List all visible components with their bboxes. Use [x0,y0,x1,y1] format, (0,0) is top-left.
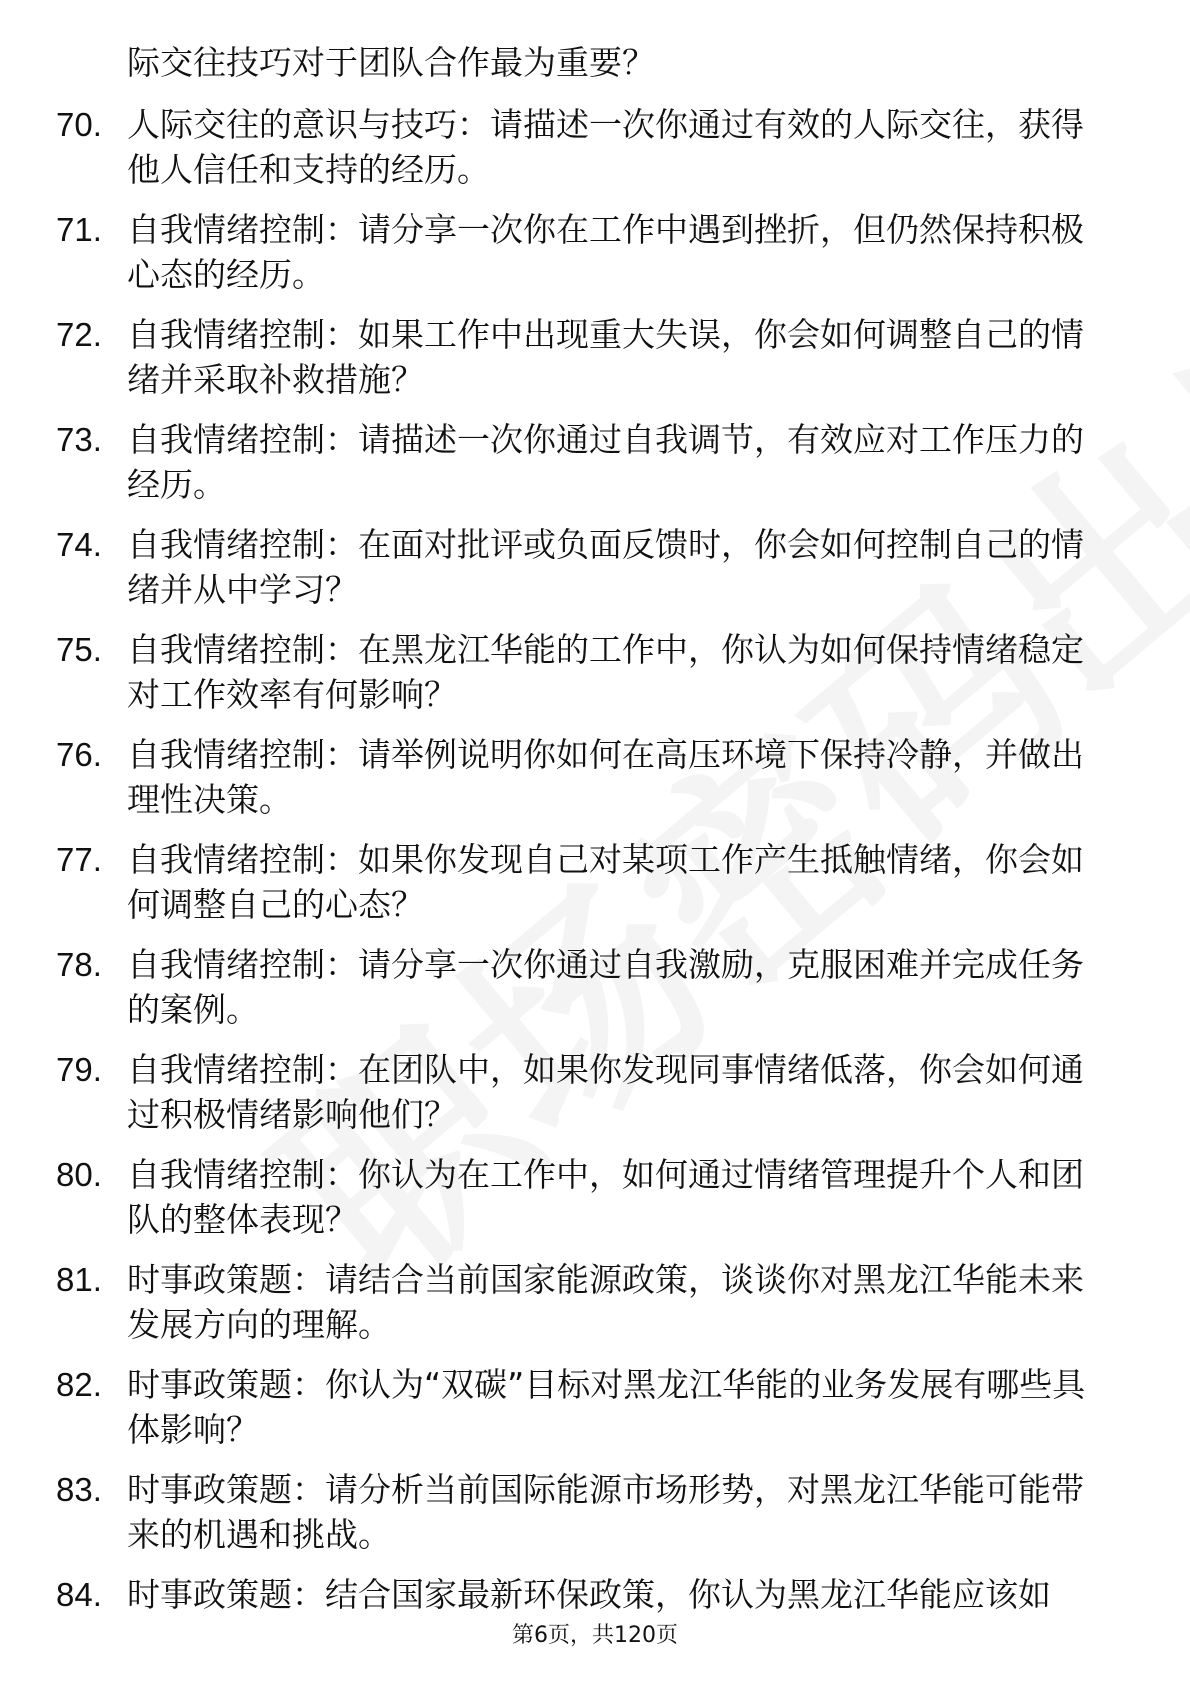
item-text: 自我情绪控制：如果你发现自己对某项工作产生抵触情绪，你会如何调整自己的心态？ [127,840,1084,924]
list-item [0,1047,1190,1137]
item-text: 自我情绪控制：在黑龙江华能的工作中，你认为如何保持情绪稳定对工作效率有何影响？ [127,630,1084,714]
item-number: 79. [56,1051,102,1088]
item-number: 82. [56,1366,102,1403]
list-item [0,312,1190,402]
page-footer: 第6页，共120页 [512,1623,678,1648]
item-number: 74. [56,526,102,563]
item-number: 73. [56,421,102,458]
item-text: 自我情绪控制：如果工作中出现重大失误，你会如何调整自己的情绪并采取补救措施？ [127,315,1084,399]
item-text: 时事政策题：你认为“双碳”目标对黑龙江华能的业务发展有哪些具体影响？ [127,1365,1086,1449]
list-item [0,1257,1190,1347]
item-number: 77. [56,841,102,878]
list-item [0,837,1190,927]
item-text: 时事政策题：结合国家最新环保政策，你认为黑龙江华能应该如 [127,1575,1051,1614]
list-item [0,1152,1190,1242]
item-number: 70. [56,106,102,143]
item-text: 自我情绪控制：请描述一次你通过自我调节，有效应对工作压力的经历。 [127,420,1084,504]
item-number: 83. [56,1471,102,1508]
list-item [0,1362,1190,1452]
list-item [0,522,1190,612]
list-item [0,1572,1190,1617]
list-item [0,942,1190,1032]
item-text: 自我情绪控制：请分享一次你在工作中遇到挫折，但仍然保持积极心态的经历。 [127,210,1084,294]
item-text: 自我情绪控制：在团队中，如果你发现同事情绪低落，你会如何通过积极情绪影响他们？ [127,1050,1084,1134]
list-item [0,627,1190,717]
question-list [0,40,1190,1632]
continuation-text: 际交往技巧对于团队合作最为重要？ [127,43,655,82]
item-text: 自我情绪控制：你认为在工作中，如何通过情绪管理提升个人和团队的整体表现？ [127,1155,1084,1239]
item-number: 71. [56,211,102,248]
item-number: 78. [56,946,102,983]
list-item [0,207,1190,297]
item-number: 76. [56,736,102,773]
item-text: 自我情绪控制：请举例说明你如何在高压环境下保持冷静，并做出理性决策。 [127,735,1084,819]
item-text: 自我情绪控制：在面对批评或负面反馈时，你会如何控制自己的情绪并从中学习？ [127,525,1084,609]
item-number: 75. [56,631,102,668]
item-text: 时事政策题：请结合当前国家能源政策，谈谈你对黑龙江华能未来发展方向的理解。 [127,1260,1084,1344]
item-number: 72. [56,316,102,353]
list-item [0,102,1190,192]
list-item [0,732,1190,822]
list-item [0,1467,1190,1557]
item-text: 时事政策题：请分析当前国际能源市场形势，对黑龙江华能可能带来的机遇和挑战。 [127,1470,1084,1554]
item-number: 80. [56,1156,102,1193]
list-item [0,417,1190,507]
item-number: 81. [56,1261,102,1298]
item-text: 自我情绪控制：请分享一次你通过自我激励，克服困难并完成任务的案例。 [127,945,1084,1029]
item-text: 人际交往的意识与技巧：请描述一次你通过有效的人际交往，获得他人信任和支持的经历。 [127,105,1084,189]
item-number: 84. [56,1576,102,1613]
